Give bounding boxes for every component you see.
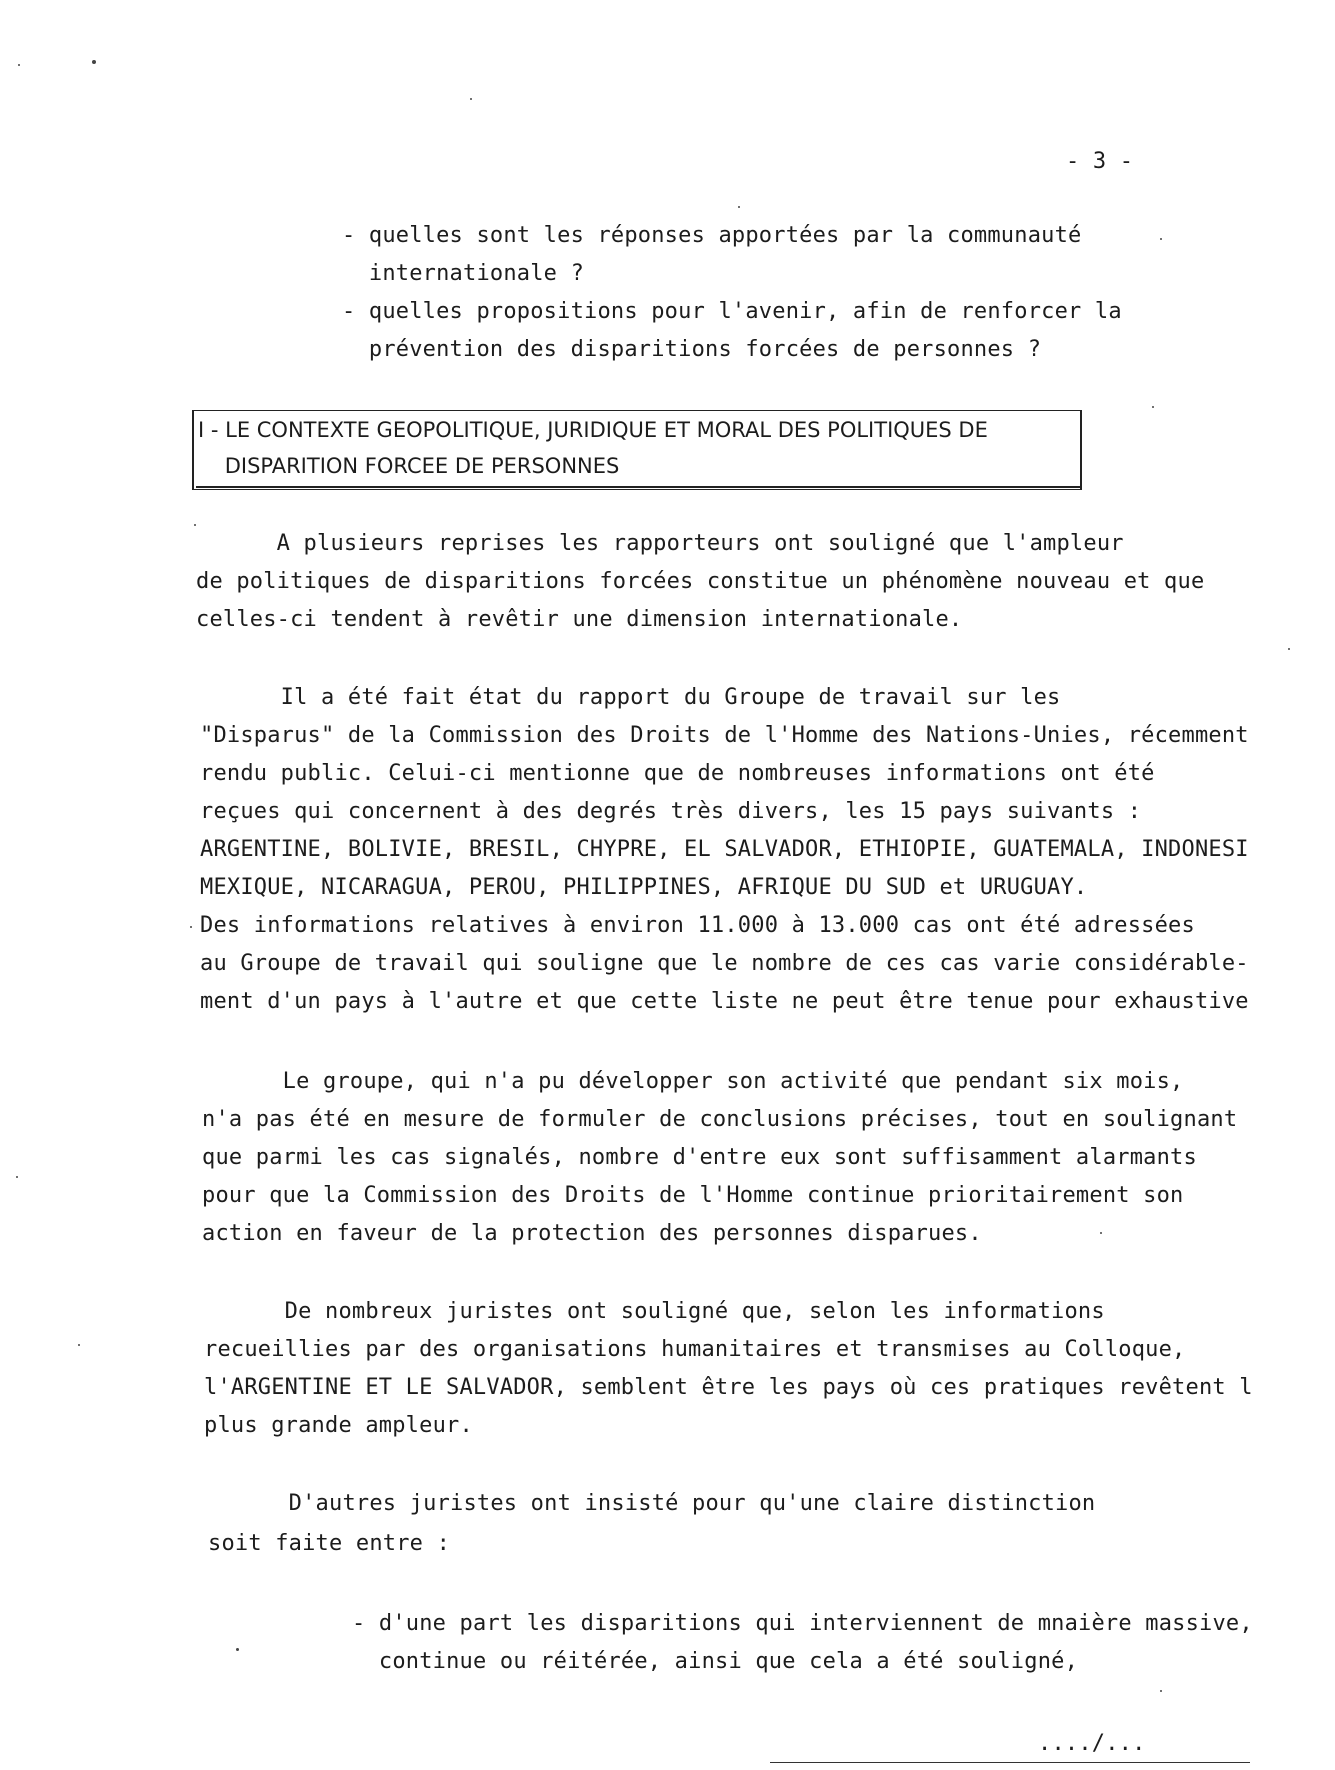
- bullet-line: prévention des disparitions forcées de personnes ?: [342, 337, 1042, 362]
- paragraph-line: plus grande ampleur.: [204, 1413, 473, 1438]
- scan-speck: [78, 1344, 80, 1346]
- paragraph-line: recueillies par des organisations humanitaires et transmises au Colloque,: [204, 1337, 1186, 1362]
- paragraph-line: l'ARGENTINE ET LE SALVADOR, semblent être les pays où ces pratiques revêtent l: [204, 1375, 1253, 1400]
- paragraph-line: rendu public. Celui-ci mentionne que de nombreuses informations ont été: [200, 761, 1155, 786]
- bullet-line: internationale ?: [342, 261, 585, 286]
- scan-speck: [194, 524, 196, 526]
- paragraph-line: "Disparus" de la Commission des Droits de l'Homme des Nations-Unies, récemment: [200, 723, 1249, 748]
- paragraph-line: pour que la Commission des Droits de l'Homme continue prioritairement son: [202, 1183, 1184, 1208]
- section-heading-line: I - LE CONTEXTE GEOPOLITIQUE, JURIDIQUE ET MORAL DES POLITIQUES DE: [198, 418, 988, 442]
- paragraph-line: A plusieurs reprises les rapporteurs ont souligné que l'ampleur: [196, 531, 1124, 556]
- paragraph-line: MEXIQUE, NICARAGUA, PEROU, PHILIPPINES, AFRIQUE DU SUD et URUGUAY.: [200, 875, 1088, 900]
- continuation-mark: ..../...: [1038, 1731, 1146, 1756]
- paragraph-line: D'autres juristes ont insisté pour qu'une claire distinction: [208, 1491, 1096, 1516]
- scan-speck: [18, 64, 20, 66]
- scan-speck: [16, 1176, 18, 1178]
- page-number: - 3 -: [1066, 149, 1134, 174]
- paragraph-line: n'a pas été en mesure de formuler de conclusions précises, tout en soulignant: [202, 1107, 1238, 1132]
- scan-speck: [1288, 648, 1290, 650]
- paragraph-line: soit faite entre :: [208, 1531, 451, 1556]
- scan-speck: [738, 206, 740, 208]
- footer-rule: [770, 1762, 1250, 1763]
- scan-speck: [470, 98, 472, 100]
- bullet-line: - quelles propositions pour l'avenir, afin de renforcer la: [342, 299, 1122, 324]
- paragraph-line: reçues qui concernent à des degrés très divers, les 15 pays suivants :: [200, 799, 1142, 824]
- scan-speck: [1152, 406, 1154, 408]
- scan-speck: [190, 926, 192, 928]
- section-heading-box-shadow: [196, 486, 1082, 488]
- bullet-line: - d'une part les disparitions qui interviennent de mnaière massive,: [352, 1611, 1253, 1636]
- paragraph-line: ARGENTINE, BOLIVIE, BRESIL, CHYPRE, EL SALVADOR, ETHIOPIE, GUATEMALA, INDONESI: [200, 837, 1249, 862]
- paragraph-line: De nombreux juristes ont souligné que, selon les informations: [204, 1299, 1105, 1324]
- paragraph-line: celles-ci tendent à revêtir une dimension internationale.: [196, 607, 963, 632]
- paragraph-line: Le groupe, qui n'a pu développer son activité que pendant six mois,: [202, 1069, 1184, 1094]
- scan-speck: [1160, 238, 1162, 240]
- scan-speck: [92, 60, 96, 64]
- paragraph-line: au Groupe de travail qui souligne que le nombre de ces cas varie considérable-: [200, 951, 1249, 976]
- scan-speck: [1160, 1690, 1162, 1692]
- bullet-line: continue ou réitérée, ainsi que cela a été souligné,: [352, 1649, 1079, 1674]
- paragraph-line: Des informations relatives à environ 11.000 à 13.000 cas ont été adressées: [200, 913, 1195, 938]
- paragraph-line: ment d'un pays à l'autre et que cette liste ne peut être tenue pour exhaustive: [200, 989, 1249, 1014]
- bullet-line: - quelles sont les réponses apportées par la communauté: [342, 223, 1082, 248]
- paragraph-line: de politiques de disparitions forcées constitue un phénomène nouveau et que: [196, 569, 1205, 594]
- scan-speck: [1100, 1232, 1102, 1234]
- paragraph-line: Il a été fait état du rapport du Groupe de travail sur les: [200, 685, 1061, 710]
- paragraph-line: que parmi les cas signalés, nombre d'entre eux sont suffisamment alarmants: [202, 1145, 1197, 1170]
- paragraph-line: action en faveur de la protection des personnes disparues.: [202, 1221, 982, 1246]
- section-heading-line: DISPARITION FORCEE DE PERSONNES: [198, 454, 620, 478]
- scan-speck: [236, 1648, 239, 1651]
